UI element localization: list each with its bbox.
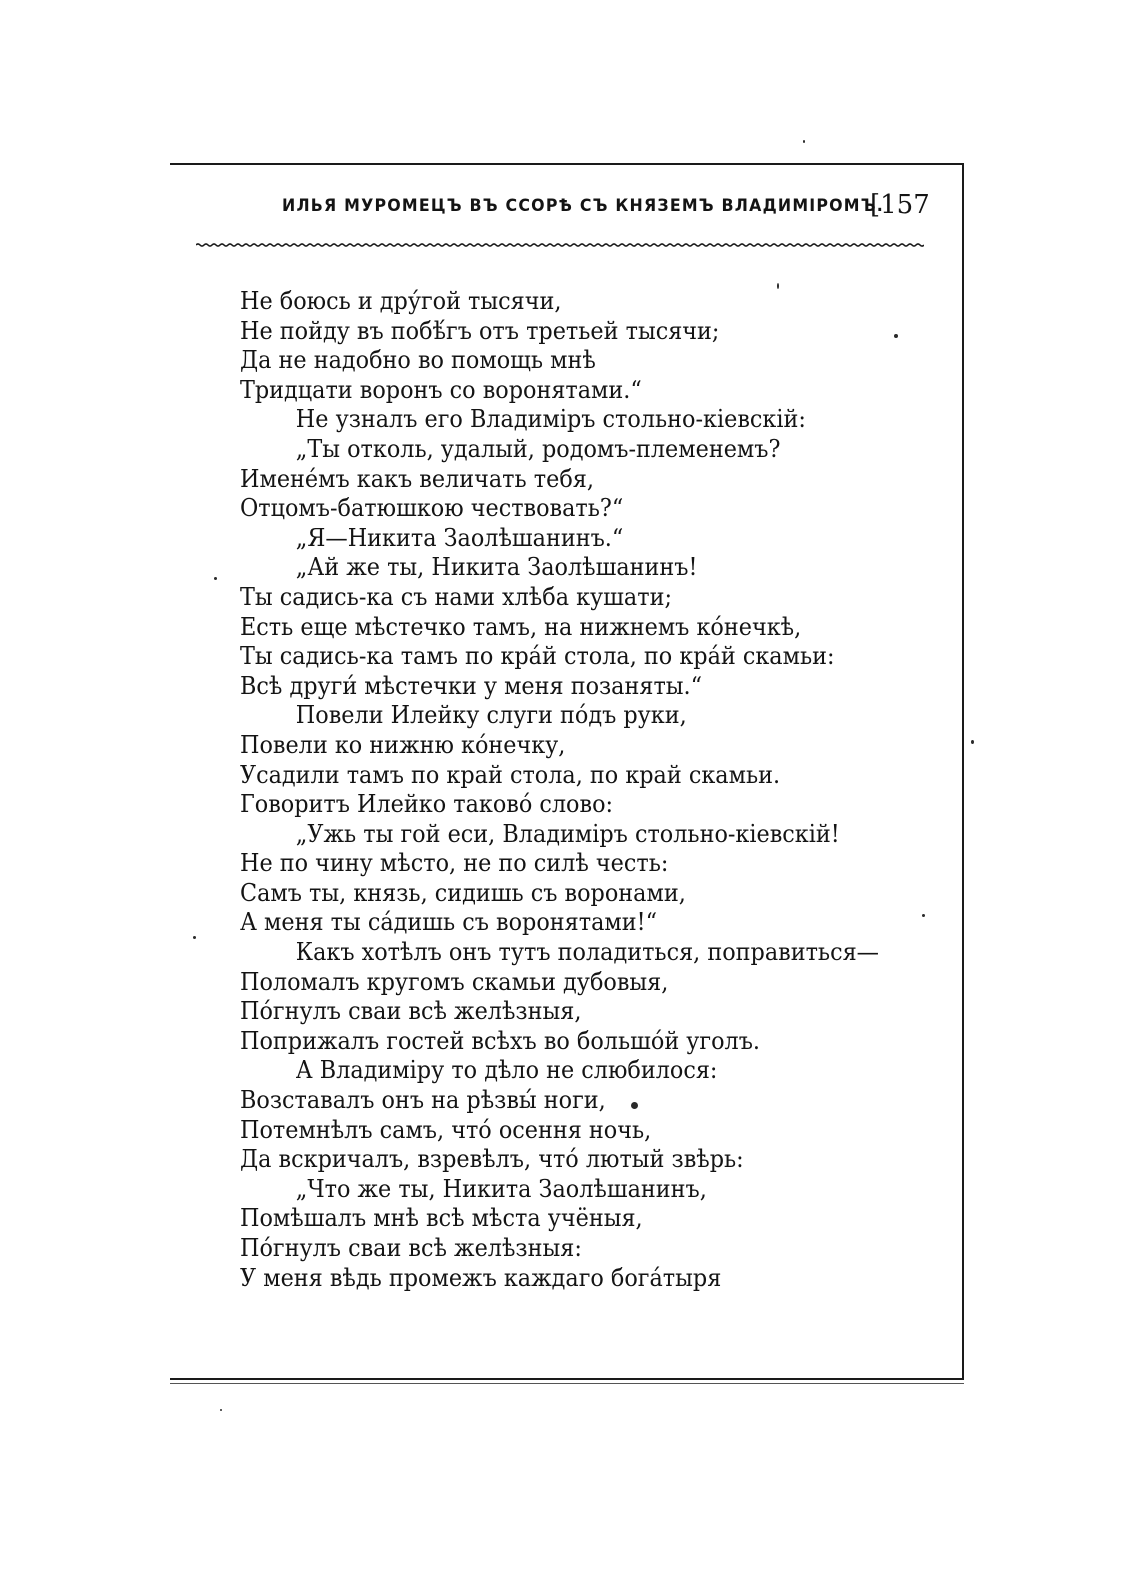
ink-speck: [971, 740, 974, 744]
poem-line: Да вскричалъ, взревѣлъ, что́ лютый звѣрь:: [240, 1145, 744, 1174]
poem-line: Какъ хотѣлъ онъ тутъ поладиться, поправиться—: [295, 938, 879, 967]
poem-line: Усадили тамъ по край стола, по край скамьи.: [240, 760, 781, 789]
poem-line: Ты садись-ка тамъ по кра́й стола, по кра́й скамьи:: [240, 642, 835, 671]
poem-line: Говоритъ Илейко таково́ слово:: [240, 790, 614, 819]
poem-line: Именéмъ какъ величать тебя,: [240, 464, 594, 493]
poem-line: Есть еще мѣстечко тамъ, на нижнемъ ко́нечкѣ,: [240, 612, 802, 641]
ink-speck: [803, 140, 805, 143]
ink-speck: [214, 577, 217, 580]
poem-line: Не боюсь и дру́гой тысячи,: [240, 287, 562, 315]
poem-line: Повели Илейку слуги по́дъ руки,: [295, 701, 687, 730]
poem-line: „Что же ты, Никита Заолѣшанинъ,: [295, 1174, 707, 1203]
poem-line: Отцомъ-батюшкою чествовать?“: [240, 494, 624, 523]
ink-speck: [220, 1409, 222, 1411]
poem-line: А Владимiру то дѣло не слюбилося:: [295, 1056, 718, 1085]
poem-line: Да не надобно во помощь мнѣ: [240, 346, 596, 375]
poem-line: Не по чину мѣсто, не по силѣ честь:: [240, 849, 669, 878]
ink-speck: [894, 334, 898, 338]
poem-line: По́гнулъ сваи всѣ желѣзныя,: [240, 997, 582, 1026]
poem-text: [240, 287, 940, 1293]
frame-bottom-thin-rule: [170, 1383, 964, 1384]
running-title: ИЛЬЯ МУРОМЕЦЪ ВЪ ССОРѢ СЪ КНЯЗЕМЪ ВЛАДИМІРОМЪ.: [282, 196, 885, 216]
poem-line: Возставалъ онъ на рѣзвы́ ноги,: [240, 1086, 606, 1115]
poem-line: „Я—Никита Заолѣшанинъ.“: [295, 523, 624, 552]
frame-top-rule: [170, 163, 964, 165]
poem-line: У меня вѣдь промежъ каждаго бога́тыря: [240, 1263, 722, 1292]
ink-speck: [922, 914, 925, 917]
poem-line: Не пойду въ побѣ́гъ отъ третьей тысячи;: [240, 316, 720, 345]
poem-line: „Ужь ты гой еси, Владимiръ стольно-кiевскiй!: [295, 819, 840, 848]
poem-line: А меня ты са́дишь съ воронятами!“: [240, 908, 658, 937]
ink-speck: [777, 283, 779, 289]
frame-bottom-rule: [170, 1378, 964, 1380]
poem-line: По́гнулъ сваи всѣ желѣзныя:: [240, 1234, 582, 1262]
wavy-rule: [196, 238, 924, 252]
poem-line: Ты садись-ка съ нами хлѣба кушати;: [240, 582, 672, 611]
running-head: [230, 190, 930, 230]
poem-line: Всѣ други́ мѣстечки у меня позаняты.“: [240, 671, 703, 700]
poem-line: Помѣшалъ мнѣ всѣ мѣста учёныя,: [240, 1204, 643, 1233]
frame-right-rule: [962, 163, 964, 1379]
poem-line: Самъ ты, князь, сидишь съ воронами,: [240, 878, 686, 907]
poem-line: Тридцати воронъ со воронятами.“: [240, 375, 642, 404]
poem-line: Повели ко нижню ко́нечку,: [240, 730, 566, 759]
ink-speck: [631, 1102, 638, 1109]
ink-speck: [193, 936, 196, 939]
poem-line: Поломалъ кругомъ скамьи дубовыя,: [240, 967, 669, 996]
poem-line: „Ай же ты, Никита Заолѣшанинъ!: [295, 553, 698, 582]
poem-line: Поприжалъ гостей всѣхъ во большо́й уголъ.: [240, 1026, 761, 1055]
page-number: [157: [870, 190, 930, 220]
poem-line: Потемнѣлъ самъ, что́ осення ночь,: [240, 1115, 652, 1144]
poem-line: Не узналъ его Владимiръ стольно-кiевскiй:: [295, 405, 806, 434]
poem-line: „Ты отколь, удалый, родомъ-племенемъ?: [295, 434, 781, 463]
